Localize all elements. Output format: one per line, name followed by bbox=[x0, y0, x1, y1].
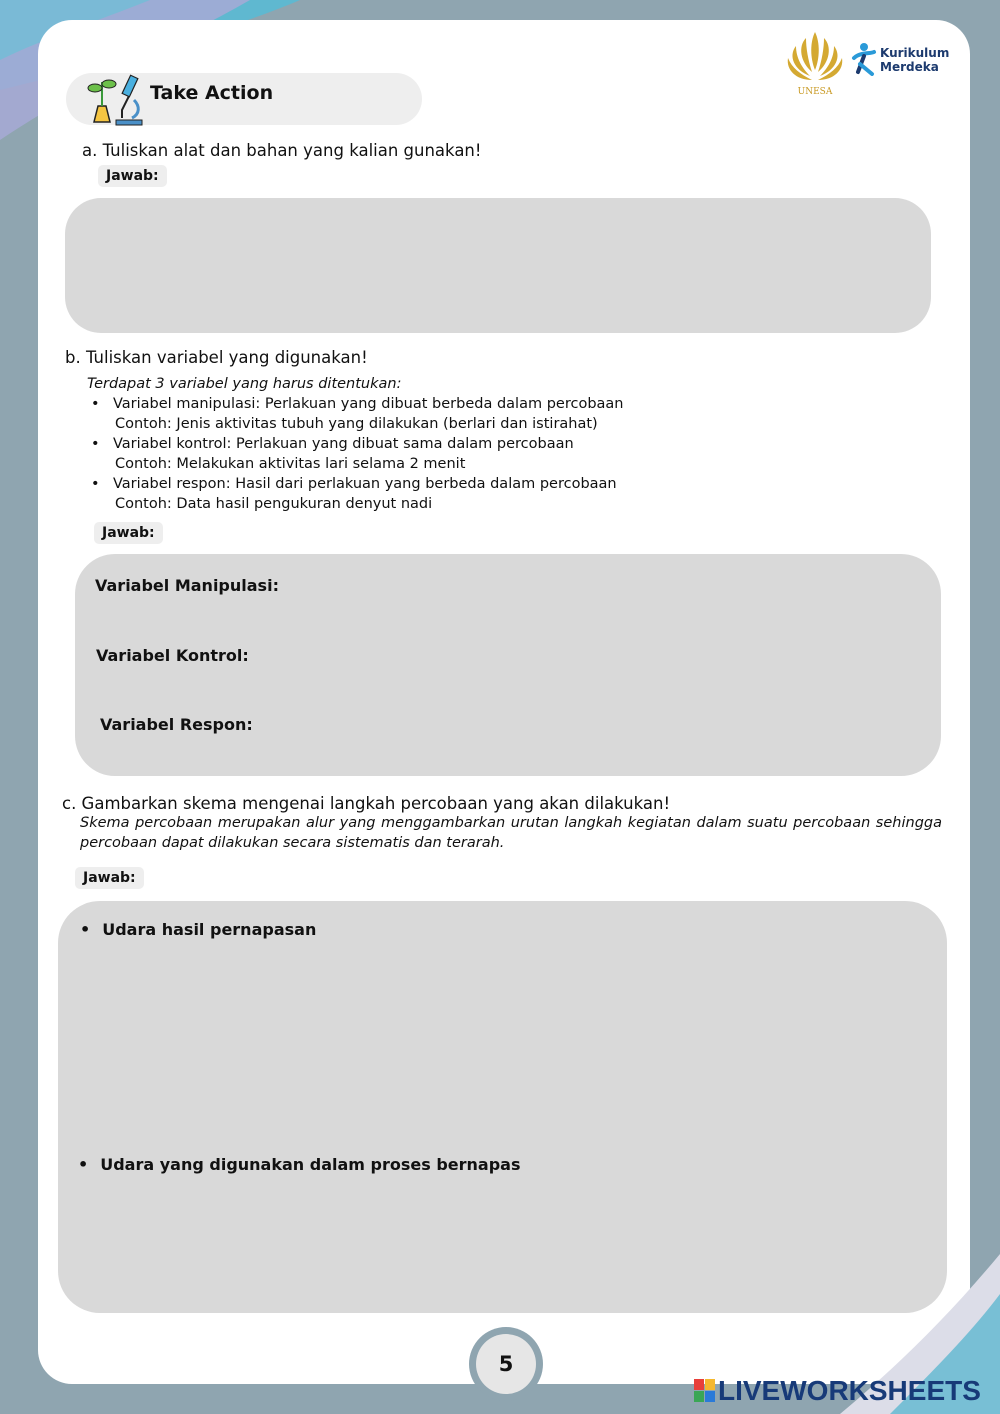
scheme-description: Skema percobaan merupakan alur yang menggambarkan urutan langkah kegiatan dalam suatu percobaan sehingga percobaan dapat dilakukan secara sistematis dan terarah. bbox=[80, 815, 942, 851]
label-variabel-kontrol: Variabel Kontrol: bbox=[96, 646, 249, 665]
section-title: Take Action bbox=[150, 82, 274, 104]
kurikulum-merdeka-text: Kurikulum Merdeka bbox=[880, 46, 950, 74]
question-a: a. Tuliskan alat dan bahan yang kalian gunakan! bbox=[82, 141, 482, 160]
answer-tag-a: Jawab: bbox=[98, 165, 167, 187]
label-variabel-respon: Variabel Respon: bbox=[100, 715, 253, 734]
bullet-udara-hasil-pernapasan: • Udara hasil pernapasan bbox=[80, 920, 316, 939]
list-item: • Variabel manipulasi: Perlakuan yang dibuat berbeda dalam percobaan Contoh: Jenis aktivitas tubuh yang dilakukan (berlari dan istirahat) bbox=[87, 394, 687, 434]
unesa-logo bbox=[782, 28, 848, 98]
answer-tag-b: Jawab: bbox=[94, 522, 163, 544]
list-item: • Variabel respon: Hasil dari perlakuan yang berbeda dalam percobaan Contoh: Data hasil pengukuran denyut nadi bbox=[87, 474, 687, 514]
question-c: c. Gambarkan skema mengenai langkah percobaan yang akan dilakukan! bbox=[62, 794, 671, 813]
answer-box-c[interactable] bbox=[58, 901, 947, 1313]
page-number: 5 bbox=[476, 1334, 536, 1394]
microscope-plant-icon bbox=[84, 70, 144, 128]
label-variabel-manipulasi: Variabel Manipulasi: bbox=[95, 576, 279, 595]
question-b: b. Tuliskan variabel yang digunakan! bbox=[65, 348, 368, 367]
liveworksheets-cubes-icon bbox=[694, 1379, 716, 1403]
variable-intro: Terdapat 3 variabel yang harus ditentukan: bbox=[87, 376, 402, 392]
liveworksheets-brand bbox=[694, 1374, 981, 1408]
bullet-udara-digunakan-bernapas: • Udara yang digunakan dalam proses bernapas bbox=[78, 1155, 520, 1174]
variable-list bbox=[87, 394, 687, 514]
variable-notes bbox=[87, 374, 687, 514]
svg-text:UNESA: UNESA bbox=[797, 87, 833, 97]
answer-box-a[interactable] bbox=[65, 198, 931, 333]
list-item: • Variabel kontrol: Perlakuan yang dibuat sama dalam percobaan Contoh: Melakukan aktivitas lari selama 2 menit bbox=[87, 434, 687, 474]
answer-tag-c: Jawab: bbox=[75, 867, 144, 889]
liveworksheets-text: LIVEWORKSHEETS bbox=[718, 1375, 981, 1406]
